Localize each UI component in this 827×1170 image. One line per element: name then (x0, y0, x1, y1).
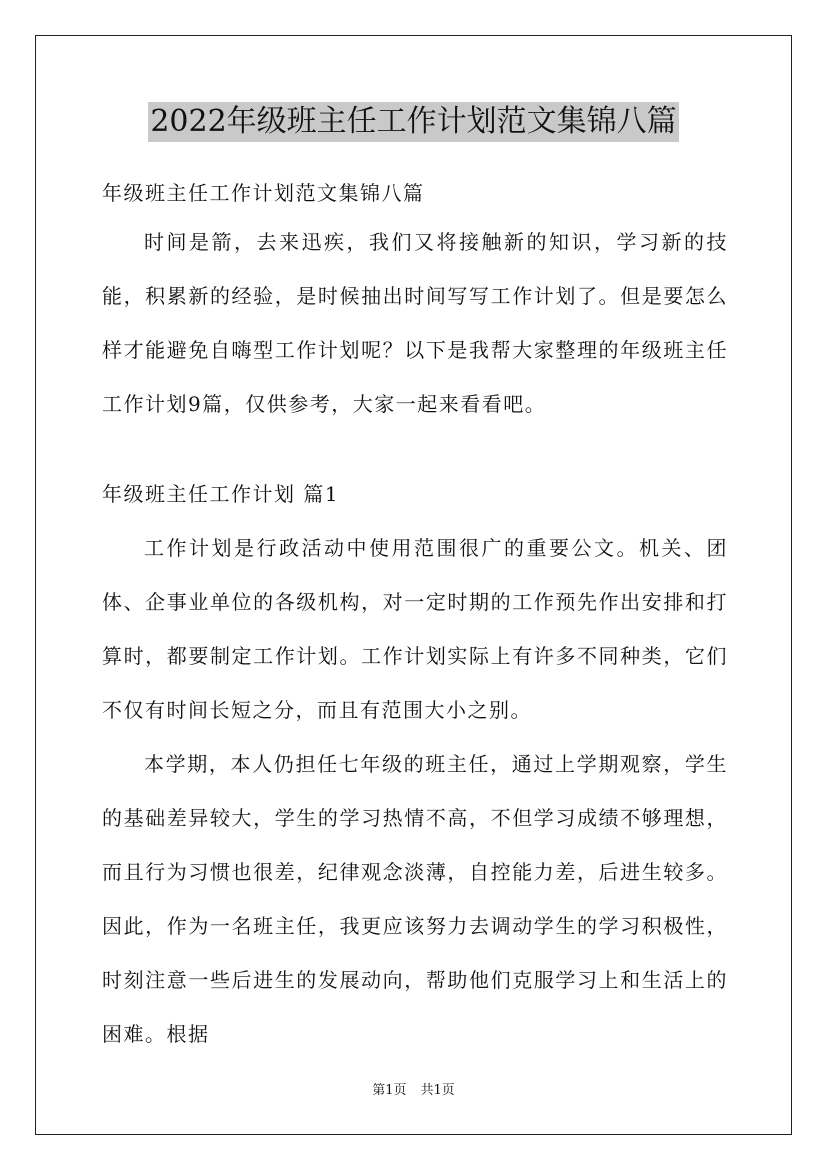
section-spacer (102, 431, 728, 467)
document-title: 2022年级班主任工作计划范文集锦八篇 (148, 102, 678, 142)
document-subtitle: 年级班主任工作计划范文集锦八篇 (102, 181, 425, 205)
intro-paragraph: 时间是箭，去来迅疾，我们又将接触新的知识，学习新的技能，积累新的经验，是时候抽出时间写写工作计划了。但是要怎么样才能避免自嗨型工作计划呢？以下是我帮大家整理的年级班主任工作计划9篇，仅供参考，大家一起来看看吧。 (102, 230, 728, 416)
body-paragraph: 本学期，本人仍担任七年级的班主任，通过上学期观察，学生的基础差异较大，学生的学习热情不高，不但学习成绩不够理想，而且行为习惯也很差，纪律观念淡薄，自控能力差，后进生较多。因此，作为一名班主任，我更应该努力去调动学生的学习积极性，时刻注意一些后进生的发展动向，帮助他们克服学习上和生活上的困难。根据 (102, 752, 728, 1046)
page-number: 第1页 (372, 1083, 407, 1098)
title-wrap (0, 102, 827, 142)
page-footer (0, 1081, 827, 1101)
body-paragraph: 工作计划是行政活动中使用范围很广的重要公文。机关、团体、企事业单位的各级机构，对一定时期的工作预先作出安排和打算时，都要制定工作计划。工作计划实际上有许多不同种类，它们不仅有时间长短之分，而且有范围大小之别。 (102, 536, 728, 722)
section-heading: 年级班主任工作计划 篇1 (102, 482, 340, 506)
page-total: 共1页 (420, 1083, 455, 1098)
document-body (102, 171, 728, 1061)
